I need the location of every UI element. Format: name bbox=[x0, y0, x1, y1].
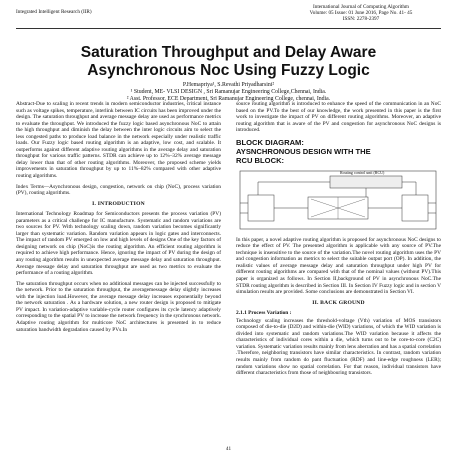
block-diagram-figure bbox=[238, 169, 438, 231]
right-paragraph-3: Technology scaling increases the threshold-voltage (Vth) variation of MOS transistors composed of die-to-die (D2D) and within-die (WID) variations, of which the WID variation is divided into systematic and random variations.The WID variation because it affects the characteristics of individual cores within a die, which turns out to be core-to-core (C2C) variation. Systematic variation results mainly from lens aberration and has a spatial correlation .Therefore, neighboring transistors have similar characteristics. In contrast, random variation results mainly from random do pant fluctuation (RDF) and line-edge roughness (LER); random variations show no spatial correlation. For that reason, individual transistors have different characteristics from those of neighbouring transistors. bbox=[236, 317, 441, 377]
block-diagram-heading bbox=[236, 138, 441, 165]
title-line-2: Asynchronous Noc Using Fuzzy Logic bbox=[87, 62, 370, 79]
paper-page bbox=[16, 4, 441, 452]
left-column bbox=[16, 101, 221, 337]
subsection-heading-process-variation: 2.1.1 Process Variation : bbox=[236, 310, 292, 317]
affiliation-1: ¹ Student, ME- VLSI DESIGN , Sri Ramanujar Engineering College,Chennai, India. bbox=[130, 89, 327, 96]
affiliation-2: ² Asst. Professor, ECE Department, Sri Ramanujar Engineering College, chennai, India. bbox=[126, 96, 331, 103]
journal-publisher: Integrated Intelligent Research (IIR) bbox=[16, 9, 92, 15]
rcu-block-diagram bbox=[238, 169, 438, 231]
paper-title bbox=[16, 44, 441, 80]
page-number: 41 bbox=[225, 446, 232, 452]
section-heading-introduction: I. INTRODUCTION bbox=[92, 200, 145, 207]
index-terms: Index Terms—Asynchronous design, congestion, network on chip (NoC), process variation (PV), routing algorithms. bbox=[16, 183, 221, 197]
journal-volume: Volume: 05 Issue: 01 June 2016, Page No. 41- 45 bbox=[309, 10, 413, 16]
block-title-line-3: RCU BLOCK: bbox=[236, 155, 285, 165]
rcu-label: Routing control unit (RCU) bbox=[340, 169, 385, 175]
journal-name: International Journal of Computing Algorithm bbox=[313, 4, 409, 10]
block-title-line-2: AYSNCHRONOUS DESIGN WITH THE bbox=[236, 146, 371, 156]
journal-issn: ISSN: 2278-2397 bbox=[342, 16, 380, 22]
block-title-line-1: BLOCK DIAGRAM: bbox=[236, 137, 304, 147]
journal-info bbox=[281, 4, 441, 22]
author-names: P.Hemapriya¹, S.Revathi Priyadharsini² bbox=[182, 82, 275, 88]
page-header bbox=[16, 4, 441, 30]
section-heading-background: II. BACK GROUND bbox=[312, 299, 365, 306]
right-paragraph-2: In this paper, a novel adaptive routing algorithm is proposed for asynchronous NoC designs to reduce the effect of PV. The presented algorithm is applicable with any source of PV.The technique is insensitive to the source of the variation.The novel routing algorithm uses the PV and congestion information as metrics to select the suitable output port (OP). In addition, the realistic values of average message delay and saturation throughput under high PV for different routing algorithms are compared with that of the nominal values (without PV).This paper is organized as follows. In Section II,background of PV in asynchronous NoC.The STDR routing algorithm is described in Section III. In Section IV Fuzzy logic and in section V simulation results are provided. Some conclusions are demonstrated in Section VI. bbox=[236, 236, 441, 296]
title-line-1: Saturation Throughput and Delay Aware bbox=[80, 44, 377, 61]
abstract: Abstract-Due to scaling in recent trends in modern semiconductor industries, critical instance such as voltage spikes, temperature, interlink between IC circuits has been improved under the design. The saturation throughput and average message delay are used as performance metrics to evaluate the throughput. We introduced the fuzzy logic based asynchronous NoC to attain the high throughput and diminish the delay between the inter logic circuits aim to select the less congested paths to produce load balance in the network especially under realistic traffic loads. Our Fuzzy logic based routing algorithm is an adaptive, low cost, and scalable. It outperforms against different adaptive routing algorithms in the average delay and saturation throughput for various traffic patterns. STDR can achieve up to 12%–32% average message delay lower than that of other routing algorithms. Moreover, the proposed scheme yields improvements in saturation throughput by up to 11%–82% compared with other adaptive routing algorithms. bbox=[16, 101, 221, 180]
intro-paragraph-2: The saturation throughput occurs when no additional messages can be injected successfully to the network. Prior to the saturation throughput, the averagemessage delay slightly increases with the injection load.However, the average message delay increases exponentially beyond the network saturation . As a hardware solution, a new router design is proposed to mitigate PV impact. In variation-adaptive variable-cycle router configures its cycle latency adaptively corresponding to the spatial PV to increase the network frequency in the synchronous network. Adaptive routing algorithm for multicore NoC architectures is presented in to reduce saturation bandwidth degradation caused by PVs.In bbox=[16, 280, 221, 333]
intro-paragraph-1: International Technology Roadmap for Semiconductors presents the process variation (PV) parameters as a critical challenge for IC manufacture. Systematic and random variations are two sources for PV. With technology scaling down, random variation becomes significantly larger than systematic variation. Random variation appears in logic gates and interconnects. The impact of random PV emerged on low and high levels of designs One of the key factors of designing network on chip (NoC)is the routing algorithm. An efficient routing algorithm is required to achieve high performance. Hence, ignoring the impact of PV during the design of any routing algorithm results in unexpected average message delay and saturation throughput. Average message delay and saturation throughput are used as two metrics to evaluate the performance of a routing algorithm. bbox=[16, 211, 221, 277]
header-divider bbox=[16, 28, 441, 29]
right-column bbox=[236, 101, 441, 381]
right-paragraph-1: source routing algorithm is introduced to enhance the speed of the communication in an NoC based on the PV.To the best of our knowledge, the work presented in this paper is the first work to investigate the impact of PV on different routing algorithms. Moreover, an adaptive routing algorithm that is aware of the PV and congestion for asynchronous NoC designs is introduced. bbox=[236, 101, 441, 134]
